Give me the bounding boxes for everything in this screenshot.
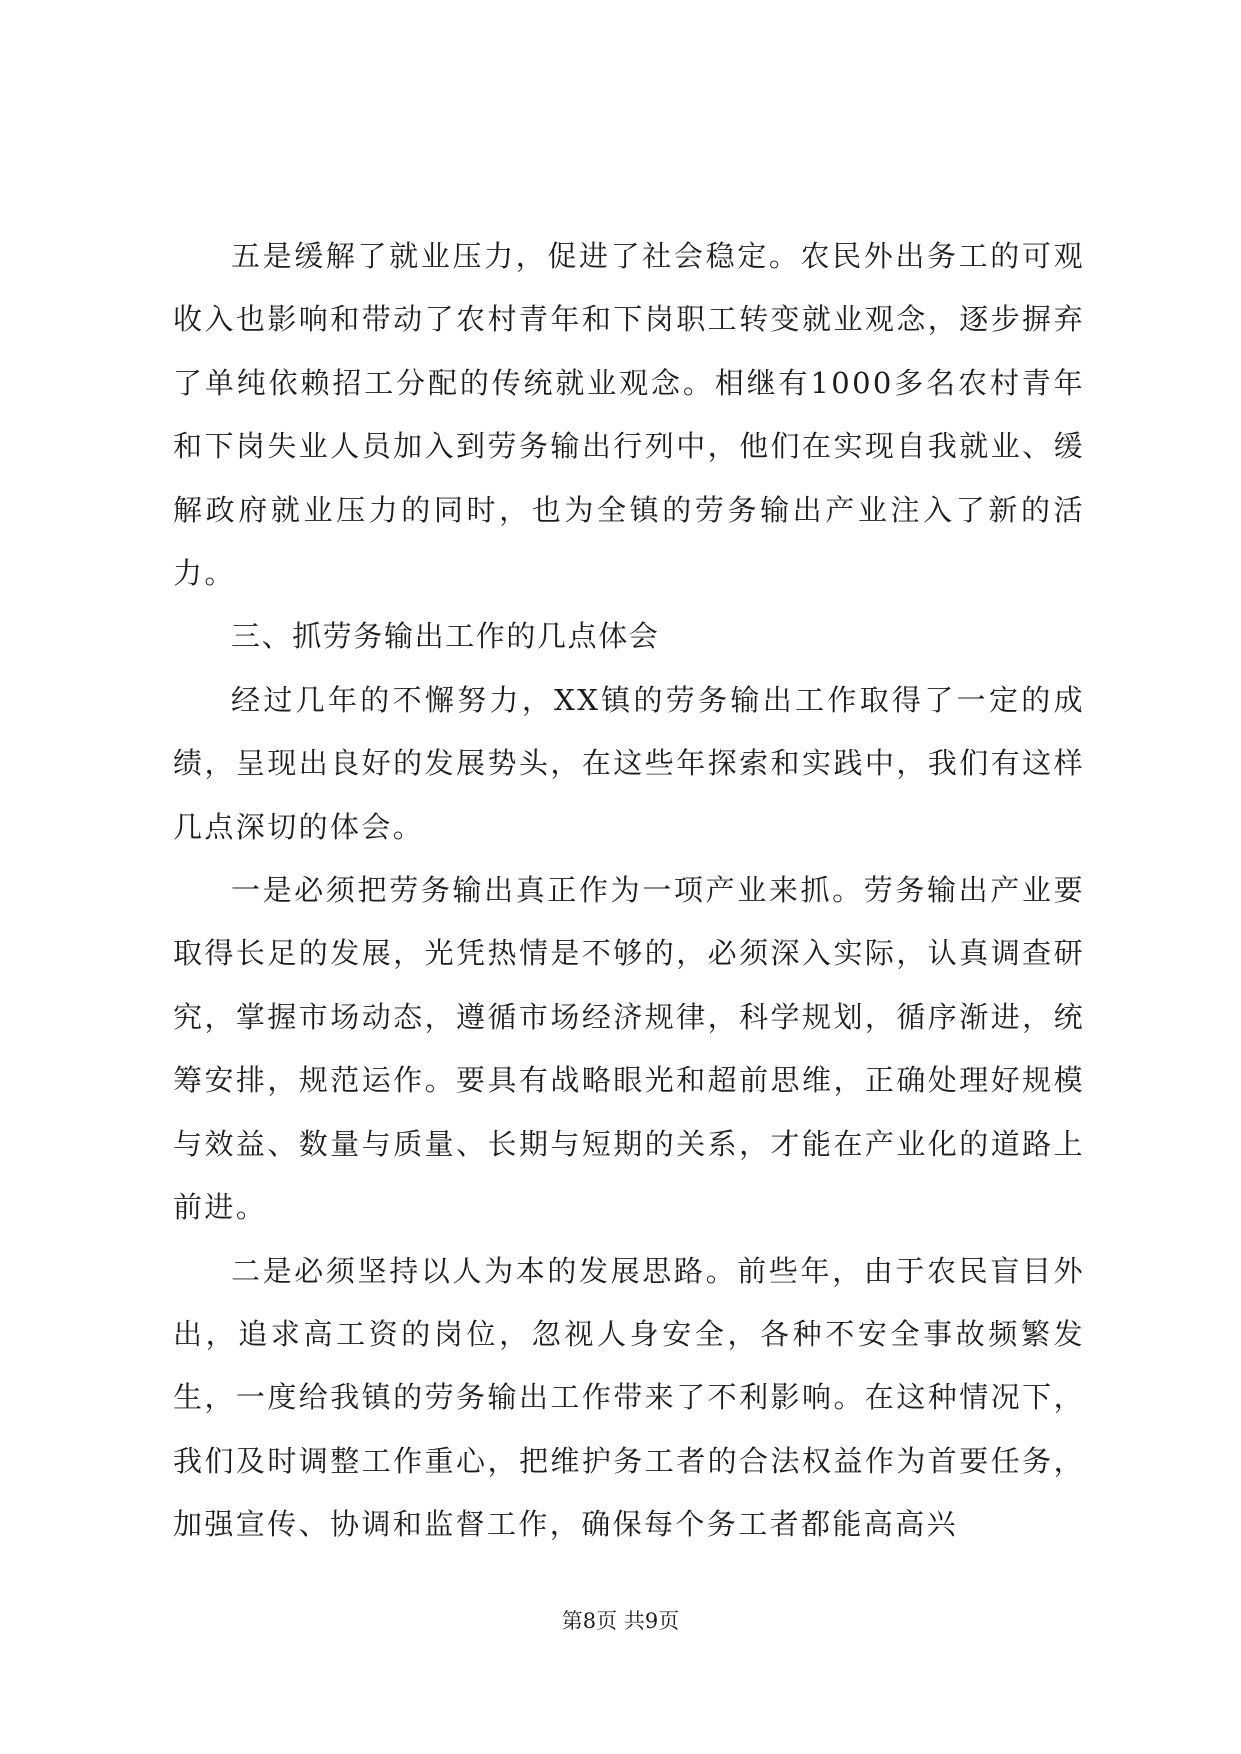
- paragraph-industry-approach: 一是必须把劳务输出真正作为一项产业来抓。劳务输出产业要取得长足的发展，光凭热情是不够的，必须深入实际，认真调查研究，掌握市场动态，遵循市场经济规律，科学规划，循序渐进，统筹安排，规范运作。要具有战略眼光和超前思维，正确处理好规模与效益、数量与质量、长期与短期的关系，才能在产业化的道路上前进。: [173, 873, 1085, 1225]
- section-heading-experience: 三、抓劳务输出工作的几点体会: [231, 619, 660, 654]
- paragraph-intro-experience: 经过几年的不懈努力，XX镇的劳务输出工作取得了一定的成绩，呈现出良好的发展势头，在这些年探索和实践中，我们有这样几点深切的体会。: [173, 682, 1085, 844]
- paragraph-people-oriented: 二是必须坚持以人为本的发展思路。前些年，由于农民盲目外出，追求高工资的岗位，忽视人身安全，各种不安全事故频繁发生，一度给我镇的劳务输出工作带来了不利影响。在这种情况下，我们及时调整工作重心，把维护务工者的合法权益作为首要任务，加强宣传、协调和监督工作，确保每个务工者都能高高兴: [173, 1253, 1085, 1542]
- page-number-footer: 第8页 共9页: [561, 1609, 680, 1633]
- paragraph-employment-pressure: 五是缓解了就业压力，促进了社会稳定。农民外出务工的可观收入也影响和带动了农村青年和下岗职工转变就业观念，逐步摒弃了单纯依赖招工分配的传统就业观念。相继有1000多名农村青年和下岗失业人员加入到劳务输出行列中，他们在实现自我就业、缓解政府就业压力的同时，也为全镇的劳务输出产业注入了新的活力。: [173, 239, 1085, 591]
- document-body: [173, 225, 1085, 1557]
